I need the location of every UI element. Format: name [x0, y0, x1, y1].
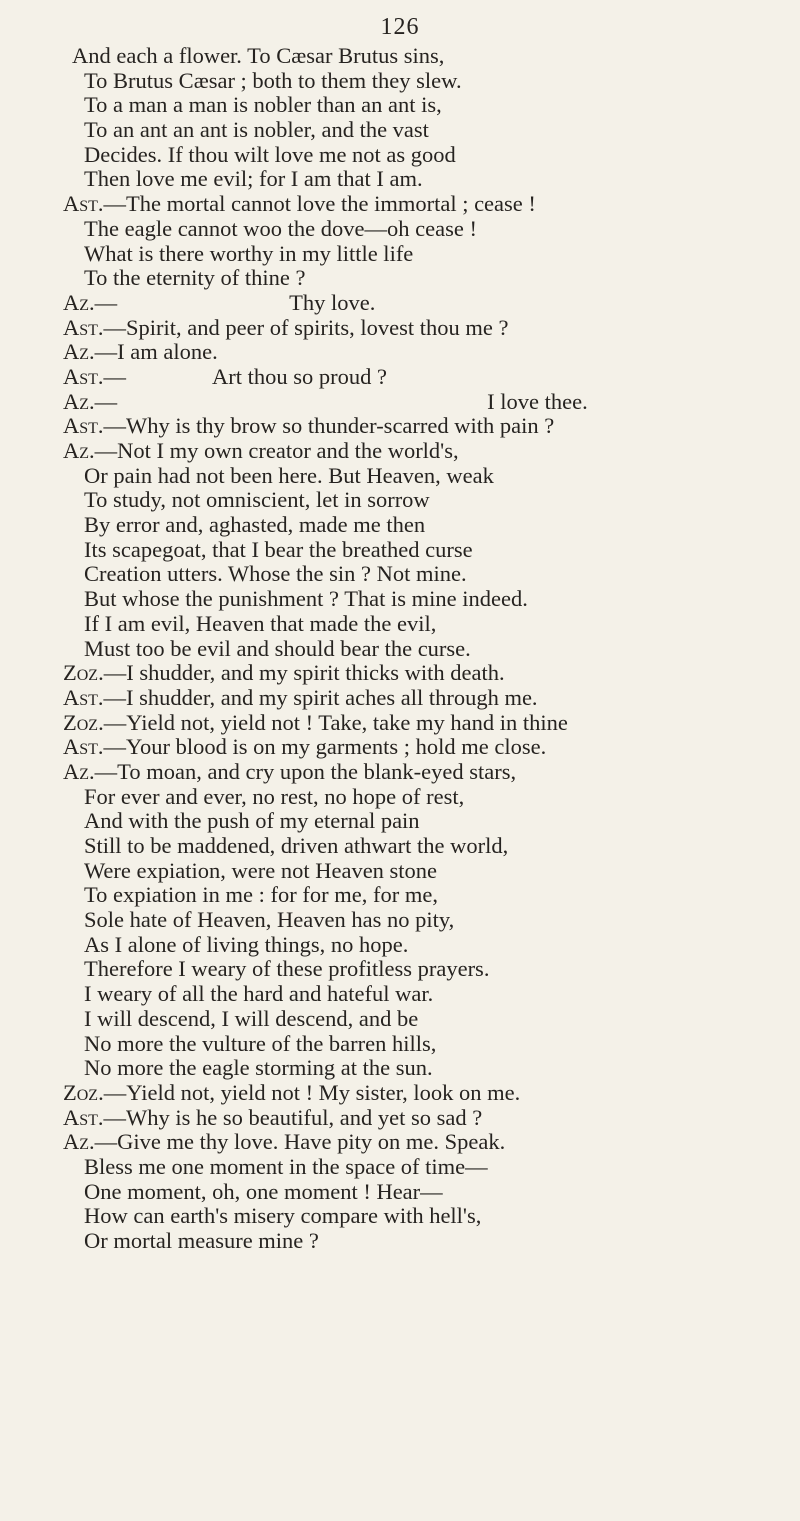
line-text: What is there worthy in my little life — [84, 240, 414, 266]
line-text: But whose the punishment ? That is mine indeed. — [84, 586, 528, 612]
verse-line — [0, 93, 800, 118]
line-text: Still to be maddened, driven athwart the world, — [84, 833, 509, 858]
speech-line — [0, 1106, 800, 1131]
verse-line — [0, 1056, 800, 1081]
verse-text — [0, 44, 800, 1254]
speaker-name: Az. — [63, 388, 95, 414]
line-text: Sole hate of Heaven, Heaven has no pity, — [84, 907, 455, 933]
line-text: To a man a man is nobler than an ant is, — [84, 92, 442, 118]
speaker-name: Ast. — [63, 191, 104, 217]
line-text: —To moan, and cry upon the blank-eyed stars, — [94, 758, 517, 784]
speaker-name: Zoz. — [63, 660, 104, 686]
speaker-name: Az. — [63, 339, 95, 365]
speech-line — [0, 1130, 800, 1155]
verse-line — [0, 1229, 800, 1254]
verse-line — [0, 982, 800, 1007]
verse-line — [0, 44, 800, 69]
line-text: —I shudder, and my spirit thicks with death. — [103, 660, 505, 686]
line-text: Must too be evil and should bear the curse. — [84, 635, 471, 661]
verse-line — [0, 513, 800, 538]
line-text: For ever and ever, no rest, no hope of rest, — [84, 783, 465, 809]
verse-line — [0, 933, 800, 958]
line-text: —Give me thy love. Have pity on me. Speak. — [94, 1129, 506, 1155]
speaker-name: Zoz. — [63, 709, 104, 735]
line-text: —Spirit, and peer of spirits, lovest thou me ? — [103, 314, 509, 340]
verse-line — [0, 1032, 800, 1057]
speaker-name: Az. — [63, 438, 95, 463]
speaker-name: Ast. — [63, 1104, 104, 1130]
speaker-name: Ast. — [63, 684, 104, 710]
speech-line — [0, 291, 800, 316]
verse-line — [0, 242, 800, 267]
speech-line — [0, 365, 800, 390]
line-text: And with the push of my eternal pain — [84, 808, 420, 834]
line-text: I will descend, I will descend, and be — [84, 1005, 419, 1031]
line-text: No more the vulture of the barren hills, — [84, 1030, 437, 1056]
speaker-name: Ast. — [63, 734, 104, 760]
speech-line — [0, 1081, 800, 1106]
line-text: — — [94, 289, 118, 315]
page-number: 126 — [380, 14, 420, 40]
speaker-name: Zoz. — [63, 1079, 104, 1105]
line-text: Then love me evil; for I am that I am. — [84, 166, 423, 192]
speech-line — [0, 390, 800, 415]
line-text-tail: I love thee. — [487, 388, 588, 414]
verse-line — [0, 167, 800, 192]
verse-line — [0, 1155, 800, 1180]
line-text: —Why is he so beautiful, and yet so sad ? — [103, 1104, 483, 1130]
verse-line — [0, 562, 800, 587]
verse-line — [0, 217, 800, 242]
speech-line — [0, 760, 800, 785]
verse-line — [0, 834, 800, 859]
line-text: —Not I my own creator and the world's, — [94, 438, 459, 463]
verse-line — [0, 464, 800, 489]
verse-line — [0, 1180, 800, 1205]
verse-line — [0, 538, 800, 563]
line-text: And each a flower. To Cæsar Brutus sins, — [72, 43, 445, 68]
speaker-name: Az. — [63, 758, 95, 784]
verse-line — [0, 785, 800, 810]
line-text: If I am evil, Heaven that made the evil, — [84, 610, 437, 636]
verse-line — [0, 859, 800, 884]
line-text: How can earth's misery compare with hell's, — [84, 1203, 482, 1229]
line-text: One moment, oh, one moment ! Hear— — [84, 1178, 443, 1204]
speaker-name: Az. — [63, 289, 95, 315]
line-text-tail: Thy love. — [289, 289, 376, 315]
speech-line — [0, 686, 800, 711]
verse-line — [0, 1007, 800, 1032]
speech-line — [0, 340, 800, 365]
line-text: The eagle cannot woo the dove—oh cease ! — [84, 215, 477, 241]
line-text: Or pain had not been here. But Heaven, weak — [84, 462, 494, 488]
line-text: As I alone of living things, no hope. — [84, 931, 409, 957]
line-text: Bless me one moment in the space of time— — [84, 1153, 488, 1179]
line-text: Were expiation, were not Heaven stone — [84, 857, 438, 883]
line-text: Its scapegoat, that I bear the breathed curse — [84, 536, 473, 562]
line-text: —Your blood is on my garments ; hold me close. — [103, 734, 547, 760]
verse-line — [0, 143, 800, 168]
speaker-name: Ast. — [63, 413, 104, 439]
speech-line — [0, 439, 800, 464]
speaker-name: Ast. — [63, 314, 104, 340]
speech-line — [0, 735, 800, 760]
line-text: Or mortal measure mine ? — [84, 1228, 319, 1253]
verse-line — [0, 637, 800, 662]
verse-line — [0, 69, 800, 94]
line-text: Creation utters. Whose the sin ? Not mine. — [84, 561, 467, 587]
verse-line — [0, 266, 800, 291]
speech-line — [0, 711, 800, 736]
speech-line — [0, 192, 800, 217]
line-text: —Yield not, yield not ! My sister, look on me. — [103, 1079, 521, 1105]
verse-line — [0, 587, 800, 612]
speaker-name: Az. — [63, 1129, 95, 1155]
line-text-tail: Art thou so proud ? — [212, 363, 388, 389]
verse-line — [0, 957, 800, 982]
verse-line — [0, 908, 800, 933]
line-text: No more the eagle storming at the sun. — [84, 1055, 433, 1081]
speech-line — [0, 661, 800, 686]
line-text: Therefore I weary of these profitless prayers. — [84, 956, 490, 982]
verse-line — [0, 883, 800, 908]
verse-line — [0, 118, 800, 143]
speech-line — [0, 414, 800, 439]
line-text: By error and, aghasted, made me then — [84, 512, 426, 538]
speech-line — [0, 316, 800, 341]
line-text: To Brutus Cæsar ; both to them they slew. — [84, 67, 462, 93]
line-text: Decides. If thou wilt love me not as good — [84, 141, 456, 167]
line-text: — — [94, 388, 118, 414]
line-text: To an ant an ant is nobler, and the vast — [84, 117, 429, 143]
line-text: To the eternity of thine ? — [84, 265, 306, 291]
line-text: To study, not omniscient, let in sorrow — [84, 487, 430, 513]
line-text: —I am alone. — [94, 339, 218, 365]
line-text: — — [103, 363, 127, 389]
line-text: —I shudder, and my spirit aches all through me. — [103, 684, 538, 710]
line-text: —The mortal cannot love the immortal ; cease ! — [103, 191, 536, 217]
speaker-name: Ast. — [63, 363, 104, 389]
verse-line — [0, 809, 800, 834]
line-text: To expiation in me : for for me, for me, — [84, 882, 438, 908]
line-text: —Why is thy brow so thunder-scarred with pain ? — [103, 413, 555, 439]
line-text: —Yield not, yield not ! Take, take my hand in thine — [103, 709, 568, 735]
verse-line — [0, 1204, 800, 1229]
line-text: I weary of all the hard and hateful war. — [84, 981, 434, 1007]
verse-line — [0, 612, 800, 637]
verse-line — [0, 488, 800, 513]
